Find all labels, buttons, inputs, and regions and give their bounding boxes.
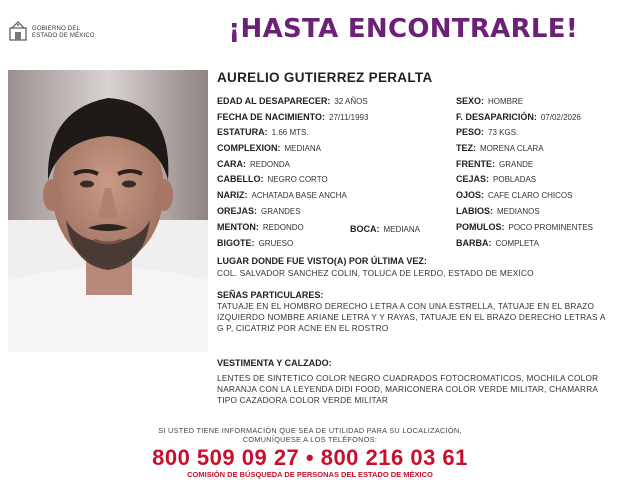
field-sex [456, 96, 523, 106]
field-birth-date [217, 112, 368, 122]
last-seen-title: LUGAR DONDE FUE VISTO(A) POR ÚLTIMA VEZ: [217, 256, 427, 266]
field-weight [456, 127, 518, 137]
field-value: MEDIANOS [497, 207, 540, 216]
field-lips [456, 206, 540, 216]
field-label: CABELLO: [217, 174, 264, 184]
clothing-text: LENTES DE SINTETICO COLOR NEGRO CUADRADOS FOTOCROMATICOS, MOCHILA COLOR NARANJA CON LA LEYENDA DIDI FOOD, MARICONERA COLOR VERDE MILITAR, CHAMARRA TIPO CAZADORA COLOR VERDE MILITAR [217, 373, 599, 405]
marks-text: TATUAJE EN EL HOMBRO DERECHO LETRA A CON UNA ESTRELLA, TATUAJE EN EL BRAZO IZQUIERDO NOMBRE ARIANE LETRA Y Y RAYAS, TATUAJE EN EL BRAZO DERECHO LETRAS A G P, CICATRIZ POR ACNE EN EL ROSTRO [217, 301, 606, 333]
field-mouth [350, 224, 420, 234]
field-value: 07/02/2026 [540, 113, 581, 122]
field-value: 73 KGS. [488, 128, 519, 137]
commission-name: COMISIÓN DE BÚSQUEDA DE PERSONAS DEL ESTADO DE MÉXICO [187, 470, 433, 479]
field-label: MENTON: [217, 222, 259, 232]
field-value: MORENA CLARA [480, 144, 544, 153]
field-eyebrows [456, 174, 536, 184]
field-value: HOMBRE [488, 97, 524, 106]
field-beard [456, 238, 539, 248]
field-label: PESO: [456, 127, 485, 137]
field-label: BARBA: [456, 238, 492, 248]
field-value: GRANDES [261, 207, 301, 216]
field-value: MEDIANA [383, 225, 420, 234]
field-value: 27/11/1993 [329, 113, 369, 122]
field-label: LABIOS: [456, 206, 493, 216]
field-label: OREJAS: [217, 206, 258, 216]
field-label: POMULOS: [456, 222, 505, 232]
clothing-title: VESTIMENTA Y CALZADO: [217, 358, 332, 368]
field-label: COMPLEXION: [217, 143, 281, 153]
field-hair [217, 174, 328, 184]
field-label: CARA: [217, 159, 246, 169]
field-label: TEZ: [456, 143, 476, 153]
person-name: AURELIO GUTIERREZ PERALTA [217, 70, 433, 85]
field-complexion [456, 143, 544, 153]
field-value: 1.66 MTS. [271, 128, 309, 137]
contact-note-line2: COMUNÍQUESE A LOS TELÉFONOS: [242, 435, 378, 444]
missing-person-photo [8, 70, 208, 352]
field-value: REDONDA [250, 160, 291, 169]
field-age [217, 96, 368, 106]
field-label: NARIZ: [217, 190, 248, 200]
government-logo [8, 20, 118, 48]
field-value: GRUESO [258, 239, 294, 248]
contact-note-line1: SI USTED TIENE INFORMACIÓN QUE SEA DE UTILIDAD PARA SU LOCALIZACIÓN, [158, 426, 462, 435]
field-face [217, 159, 290, 169]
marks-title: SEÑAS PARTICULARES: [217, 290, 324, 300]
logo-text-line2: ESTADO DE MÉXICO [32, 33, 95, 39]
field-value: REDONDO [262, 223, 304, 232]
field-label: BIGOTE: [217, 238, 255, 248]
field-label: SEXO: [456, 96, 485, 106]
field-value: CAFE CLARO CHICOS [488, 191, 573, 200]
field-label: CEJAS: [456, 174, 490, 184]
field-mustache [217, 238, 293, 248]
field-value: NEGRO CORTO [267, 175, 328, 184]
field-value: MEDIANA [284, 144, 321, 153]
field-cheekbones [456, 222, 593, 232]
field-label: OJOS: [456, 190, 485, 200]
field-disappearance-date [456, 112, 581, 122]
state-emblem-icon [8, 20, 28, 42]
field-value: 32 AÑOS [334, 97, 368, 106]
field-height [217, 127, 309, 137]
field-label: F. DESAPARICIÓN: [456, 112, 537, 122]
field-eyes [456, 190, 572, 200]
field-chin [217, 222, 304, 232]
field-ears [217, 206, 301, 216]
field-build [217, 143, 321, 153]
field-value: COMPLETA [495, 239, 539, 248]
field-value: POCO PROMINENTES [508, 223, 593, 232]
field-value: GRANDE [499, 160, 534, 169]
field-label: FRENTE: [456, 159, 495, 169]
field-label: FECHA DE NACIMIENTO: [217, 112, 325, 122]
phone-numbers: 800 509 09 27 • 800 216 03 61 [152, 445, 468, 470]
field-label: ESTATURA: [217, 127, 268, 137]
headline: ¡HASTA ENCONTRARLE! [228, 14, 578, 44]
field-nose [217, 190, 347, 200]
field-value: ACHATADA BASE ANCHA [251, 191, 347, 200]
last-seen-text: COL. SALVADOR SANCHEZ COLIN, TOLUCA DE LERDO, ESTADO DE MEXICO [217, 268, 534, 278]
field-value: POBLADAS [493, 175, 537, 184]
field-label: BOCA: [350, 224, 380, 234]
field-forehead [456, 159, 533, 169]
logo-text-line1: GOBIERNO DEL [32, 26, 81, 32]
field-label: EDAD AL DESAPARECER: [217, 96, 331, 106]
